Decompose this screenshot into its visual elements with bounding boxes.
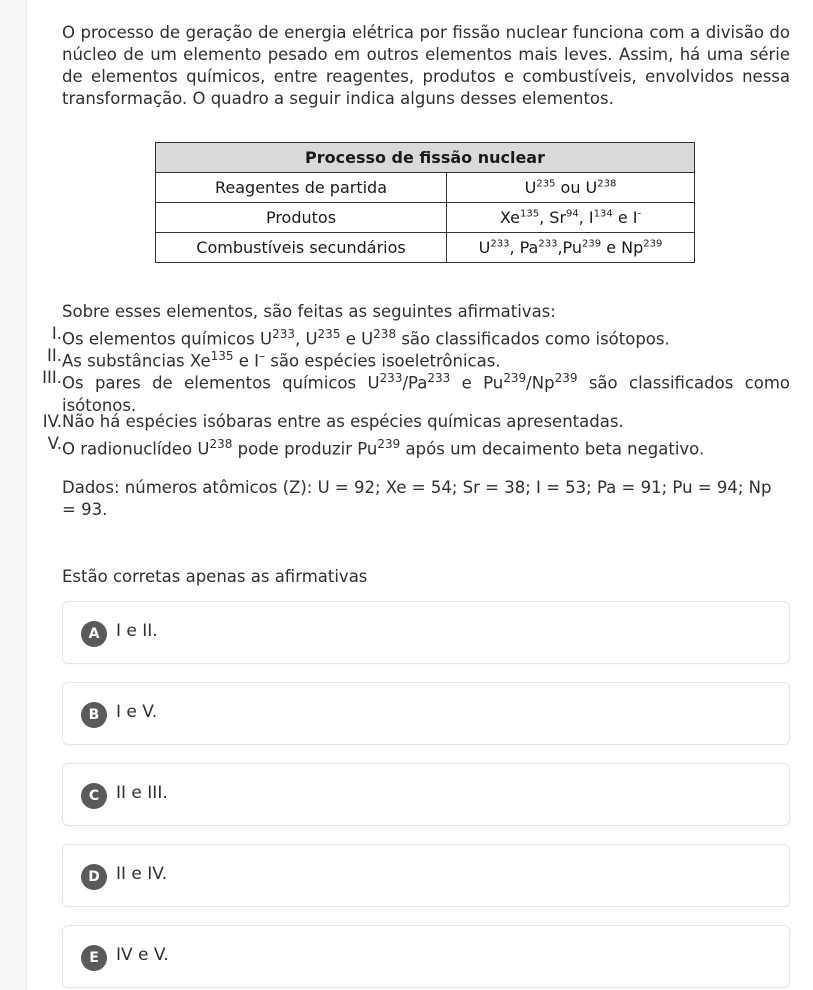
statement-4: IV. Não há espécies isóbaras entre as espécies químicas apresentadas. (42, 412, 624, 431)
row-label: Produtos (156, 203, 447, 233)
statement-3: III. Os pares de elementos químicos $U^{233}/Pa^{233}$ e Pu$^{239}$/Np$^{239}$ são classificados como isótonos. (42, 368, 790, 415)
fission-table (155, 142, 695, 263)
option-label: II e IV. (116, 864, 168, 884)
left-rail (0, 0, 27, 990)
option-label: IV e V. (116, 945, 169, 965)
option-label: II e III. (116, 783, 168, 803)
question-prompt: Estão corretas apenas as afirmativas (62, 567, 368, 586)
option-letter-badge: E (81, 945, 107, 971)
statements-intro: Sobre esses elementos, são feitas as seguintes afirmativas: (62, 302, 556, 321)
row-value-reagents: $U^{235}$ ou $U^{238}$ (447, 173, 695, 203)
option-c[interactable] (62, 763, 790, 826)
option-letter-badge: A (81, 621, 107, 647)
question-paragraph: O processo de geração de energia elétrica por fissão nuclear funciona com a divisão do núcleo de um elemento pesado em outros elementos mais leves. Assim, há uma série de elementos químicos, entre reagentes, produtos e combustíveis, envolvidos nessa transformação. O quadro a seguir indica alguns desses elementos. (62, 23, 790, 108)
atomic-numbers-data: Dados: números atômicos (Z): U = 92; Xe = 54; Sr = 38; I = 53; Pa = 91; Pu = 94; Np = 93. (62, 478, 772, 519)
option-a[interactable] (62, 601, 790, 664)
table-row (156, 203, 695, 233)
option-letter-badge: B (81, 702, 107, 728)
option-label: I e V. (116, 702, 158, 722)
statement-1: I. Os elementos químicos $U^{233}$, $U^{235}$ e $U^{238}$ são classificados como isótopos. (51, 324, 670, 349)
option-d[interactable] (62, 844, 790, 907)
option-letter-badge: D (81, 864, 107, 890)
row-label: Combustíveis secundários (156, 233, 447, 263)
option-b[interactable] (62, 682, 790, 745)
option-letter-badge: C (81, 783, 107, 809)
row-value-products: Xe$^{135}$, Sr$^{94}$, $I^{134}$ e I- (447, 203, 695, 233)
table-title: Processo de fissão nuclear (156, 143, 695, 173)
statement-5: V. O radionuclídeo $U^{238}$ pode produzir Pu$^{239}$ após um decaimento beta negativo. (47, 434, 705, 459)
option-label: I e II. (116, 621, 158, 641)
table-row (156, 173, 695, 203)
statement-2: II. As substâncias Xe$^{135}$ e I– são espécies isoeletrônicas. (47, 346, 501, 371)
option-e[interactable] (62, 925, 790, 988)
row-value-secondary: $U^{233}$, Pa$^{233}$,Pu$^{239}$ e Np$^{239}$ (447, 233, 695, 263)
table-row (156, 233, 695, 263)
row-label: Reagentes de partida (156, 173, 447, 203)
